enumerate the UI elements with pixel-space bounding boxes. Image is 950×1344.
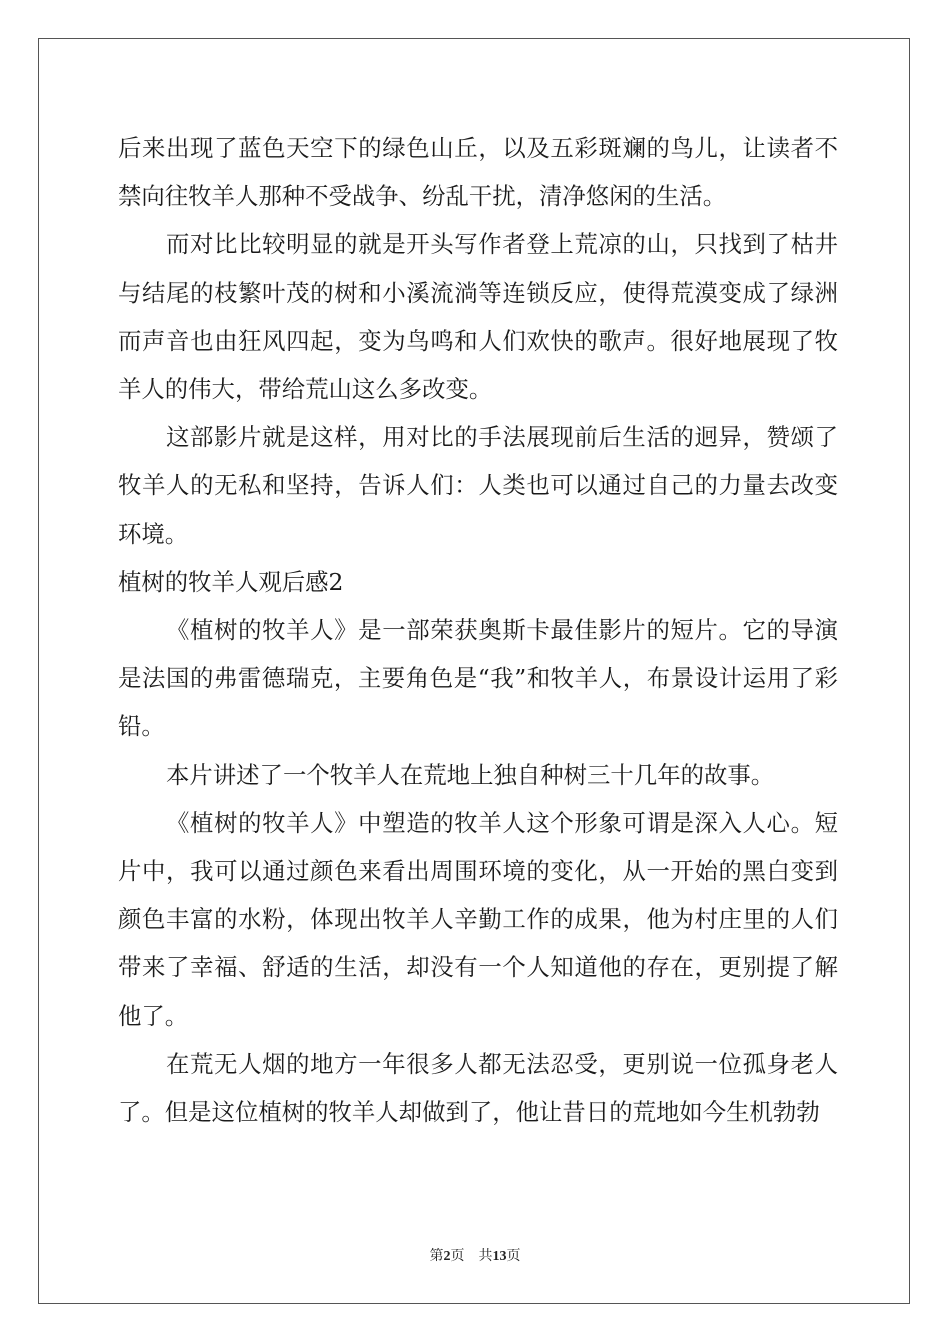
- page-number: 2: [443, 1249, 451, 1264]
- paragraph: 《植树的牧羊人》中塑造的牧羊人这个形象可谓是深入人心。短片中，我可以通过颜色来看出周围环境的变化，从一开始的黑白变到颜色丰富的水粉，体现出牧羊人辛勤工作的成果，他为村庄里的人们带来了幸福、舒适的生活，却没有一个人知道他的存在，更别提了解他了。: [118, 808, 838, 1030]
- paragraph: 在荒无人烟的地方一年很多人都无法忍受，更别说一位孤身老人了。但是这位植树的牧羊人却做到了，他让昔日的荒地如今生机勃勃: [118, 1049, 838, 1127]
- page-label-prefix: 第: [429, 1249, 444, 1264]
- document-body: [118, 124, 838, 1136]
- paragraph: 后来出现了蓝色天空下的绿色山丘，以及五彩斑斓的鸟儿，让读者不禁向往牧羊人那种不受战争、纷乱干扰，清净悠闲的生活。: [118, 134, 838, 211]
- paragraph: 而对比比较明显的就是开头写作者登上荒凉的山，只找到了枯井与结尾的枝繁叶茂的树和小溪流淌等连锁反应，使得荒漠变成了绿洲而声音也由狂风四起，变为鸟鸣和人们欢快的歌声。很好地展现了牧羊人的伟大，带给荒山这么多改变。: [118, 230, 838, 404]
- paragraph: 本片讲述了一个牧羊人在荒地上独自种树三十几年的故事。: [166, 760, 775, 789]
- total-label-prefix: 共: [478, 1249, 493, 1264]
- page-label-suffix: 页: [450, 1249, 465, 1264]
- total-label-suffix: 页: [506, 1249, 521, 1264]
- paragraph: 《植树的牧羊人》是一部荣获奥斯卡最佳影片的短片。它的导演是法国的弗雷德瑞克，主要角色是“我”和牧羊人，布景设计运用了彩铅。: [118, 616, 838, 741]
- page-footer: [0, 1245, 950, 1265]
- total-pages: 13: [492, 1249, 507, 1264]
- section-heading: 植树的牧羊人观后感2: [118, 567, 344, 596]
- paragraph: 这部影片就是这样，用对比的手法展现前后生活的迥异，赞颂了牧羊人的无私和坚持，告诉人们：人类也可以通过自己的力量去改变环境。: [118, 423, 838, 548]
